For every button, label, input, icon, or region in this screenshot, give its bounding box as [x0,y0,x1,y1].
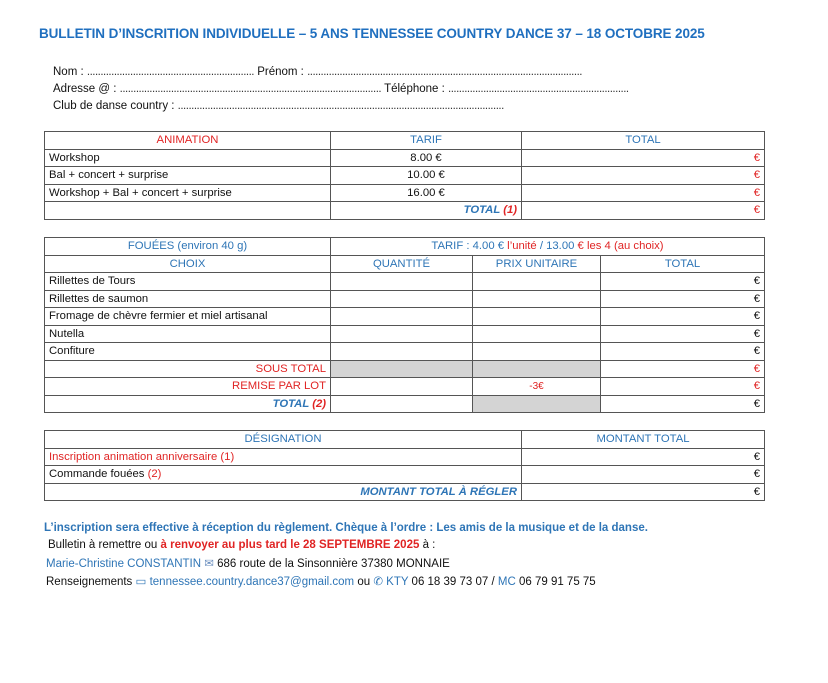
remise-label: REMISE PAR LOT [45,378,331,396]
club-row [53,100,504,112]
adresse-label: Adresse @ : [53,83,117,95]
prix-cell[interactable] [473,290,601,308]
fouees-tarif [331,238,765,256]
email-link[interactable]: tennessee.country.dance37@gmail.com [149,576,355,588]
table-header [45,431,765,449]
tarif-lot-label: € les 4 (au choix) [577,240,664,253]
sous-total-row [45,360,765,378]
nom-field[interactable]: .............................................................. [86,66,254,78]
remise-row [45,378,765,396]
header-prix-unitaire: PRIX UNITAIRE [473,255,601,273]
fouees-grand-total[interactable]: € [601,395,765,413]
choix-label: Nutella [45,325,331,343]
contact-name: Marie-Christine CONSTANTIN [46,558,202,570]
header-animation: ANIMATION [45,132,331,150]
fouees-table [44,237,765,413]
animation-total[interactable]: € [522,149,765,167]
prix-cell[interactable] [473,273,601,291]
tarif-unit-price: TARIF : 4.00 € [431,240,505,253]
or-text: ou [357,576,371,588]
total-label-cell [45,395,331,413]
empty-cell [45,202,331,220]
fouees-title: FOUÉES (environ 40 g) [45,238,331,256]
header-quantite: QUANTITÉ [331,255,473,273]
table-row [45,167,765,185]
total-cell[interactable]: € [601,343,765,361]
table-row [45,290,765,308]
total-row [45,483,765,501]
contact-address: 686 route de la Sinsonnière 37380 MONNAIE [217,558,450,570]
header-choix: CHOIX [45,255,331,273]
phone-icon: ✆ [373,576,383,588]
club-field[interactable]: ......................................................................................................................... [177,100,504,112]
table-row [45,149,765,167]
quantite-cell[interactable] [331,308,473,326]
quantite-cell[interactable] [331,290,473,308]
table-header [45,132,765,150]
montant-total-value[interactable]: € [522,483,765,501]
gray-cell [473,395,601,413]
recap-value[interactable]: € [522,466,765,484]
recap-label: Commande fouées [49,468,145,481]
remise-value[interactable]: € [601,378,765,396]
prenom-field[interactable]: ...................................................................................................... [307,66,582,78]
table-row [45,343,765,361]
adresse-field[interactable]: ................................................................................................. [119,83,382,95]
payment-note: L’inscription sera effective à réception du règlement. Chèque à l’ordre : Les amis de la musique et de la danse. [44,522,648,534]
address-line [46,556,450,570]
gray-cell [331,360,473,378]
prix-cell[interactable] [473,343,601,361]
envelope-icon: ✉ [204,558,214,570]
remise-quantite[interactable] [331,378,473,396]
animation-tarif: 8.00 € [331,149,522,167]
adresse-row [53,83,629,95]
nom-label: Nom : [53,66,84,78]
info-label: Renseignements [46,576,133,588]
gray-cell [473,360,601,378]
total-cell[interactable]: € [601,308,765,326]
kty-label: KTY [386,576,409,588]
total-row [45,395,765,413]
telephone-field[interactable]: ................................................................... [448,83,629,95]
recap-table [44,430,765,501]
animation-label: Bal + concert + surprise [45,167,331,185]
sous-total-value[interactable]: € [601,360,765,378]
header-total: TOTAL [601,255,765,273]
animation-grand-total[interactable]: € [522,202,765,220]
animation-total[interactable]: € [522,167,765,185]
table-row [45,448,765,466]
table-header [45,255,765,273]
telephone-label: Téléphone : [384,83,445,95]
table-header [45,238,765,256]
header-tarif: TARIF [331,132,522,150]
computer-icon: ▭ [135,576,147,588]
choix-label: Rillettes de saumon [45,290,331,308]
recap-ref: (2) [147,468,162,481]
total-label: TOTAL [272,397,310,410]
kty-phone: 06 18 39 73 07 / [411,576,498,588]
recap-label-cell [45,466,522,484]
prenom-label: Prénom : [257,66,304,78]
total-row [45,202,765,220]
animation-tarif: 10.00 € [331,167,522,185]
deadline-suffix: à : [419,539,436,551]
header-designation: DÉSIGNATION [45,431,522,449]
mc-phone: 06 79 91 75 75 [518,576,596,588]
page-title: BULLETIN D’INSCRITION INDIVIDUELLE – 5 ANS TENNESSEE COUNTRY DANCE 37 – 18 OCTOBRE 2025 [39,26,705,41]
table-row [45,466,765,484]
header-total: TOTAL [522,132,765,150]
info-line [46,574,596,588]
total-cell[interactable]: € [601,273,765,291]
table-row [45,184,765,202]
table-row [45,308,765,326]
nom-row [53,66,582,78]
recap-label: Inscription animation anniversaire (1) [45,448,522,466]
animation-label: Workshop [45,149,331,167]
prix-cell[interactable] [473,308,601,326]
animation-table [44,131,765,220]
sous-total-label: SOUS TOTAL [45,360,331,378]
quantite-cell[interactable] [331,273,473,291]
montant-total-label: MONTANT TOTAL À RÉGLER [45,483,522,501]
club-label: Club de danse country : [53,100,175,112]
table-row [45,273,765,291]
table-row [45,325,765,343]
choix-label: Confiture [45,343,331,361]
animation-label: Workshop + Bal + concert + surprise [45,184,331,202]
total-label-cell [331,202,522,220]
animation-total[interactable]: € [522,184,765,202]
recap-value[interactable]: € [522,448,765,466]
choix-label: Fromage de chèvre fermier et miel artisanal [45,308,331,326]
remise-prix: -3€ [473,378,601,396]
tarif-lot-price: / 13.00 [536,240,578,253]
total-cell[interactable]: € [601,325,765,343]
deadline-prefix: Bulletin à remettre ou [48,539,161,551]
header-montant: MONTANT TOTAL [522,431,765,449]
choix-label: Rillettes de Tours [45,273,331,291]
total-cell[interactable]: € [601,290,765,308]
total-label: TOTAL [463,204,501,217]
total-quantite[interactable] [331,395,473,413]
total-ref: (2) [312,397,326,410]
total-ref: (1) [503,204,517,217]
deadline-line [48,539,435,551]
mc-label: MC [497,576,516,588]
quantite-cell[interactable] [331,343,473,361]
prix-cell[interactable] [473,325,601,343]
animation-tarif: 16.00 € [331,184,522,202]
quantite-cell[interactable] [331,325,473,343]
deadline-date: à renvoyer au plus tard le 28 SEPTEMBRE 2025 [160,539,420,551]
tarif-unit-label: l’unité [504,240,537,253]
